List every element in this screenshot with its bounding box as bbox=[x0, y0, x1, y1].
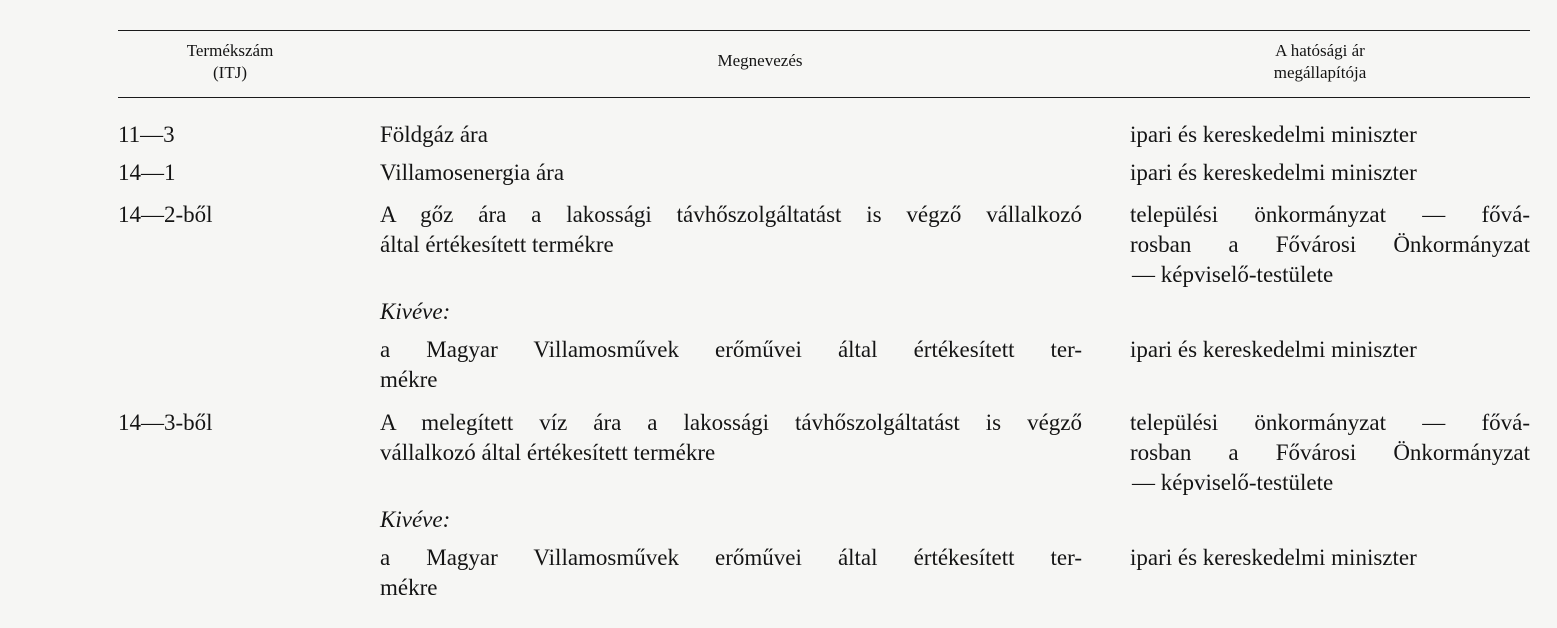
exception-label: Kivéve: bbox=[380, 507, 451, 532]
row-code: 14—3-ből bbox=[118, 410, 213, 435]
column-header-code bbox=[140, 40, 320, 84]
table-header-rule bbox=[118, 97, 1530, 98]
row-name bbox=[380, 408, 1082, 468]
row-name-line: vállalkozó által értékesített termékre bbox=[380, 440, 716, 465]
row-name bbox=[380, 200, 1082, 260]
row-name-line: A melegített víz ára a lakossági távhőszolgáltatást is végző bbox=[380, 410, 1082, 435]
row-authority-line: települési önkormányzat — fővá- bbox=[1130, 410, 1530, 435]
exception-label: Kivéve: bbox=[380, 299, 451, 324]
column-header-code-line2: (ITJ) bbox=[213, 63, 247, 82]
row-name: Villamosenergia ára bbox=[380, 160, 565, 185]
row-authority bbox=[1130, 200, 1530, 290]
exception-text-line: a Magyar Villamosművek erőművei által értékesített ter- bbox=[380, 337, 1082, 362]
row-authority-line: rosban a Fővárosi Önkormányzat bbox=[1130, 440, 1530, 465]
column-header-authority-line1: A hatósági ár bbox=[1275, 41, 1365, 60]
column-header-name-text: Megnevezés bbox=[717, 51, 803, 70]
exception-text-line: a Magyar Villamosművek erőművei által értékesített ter- bbox=[380, 545, 1082, 570]
row-authority: ipari és kereskedelmi miniszter bbox=[1130, 160, 1417, 185]
row-code: 14—1 bbox=[118, 160, 176, 185]
exception-authority: ipari és kereskedelmi miniszter bbox=[1130, 545, 1417, 570]
row-authority-line: települési önkormányzat — fővá- bbox=[1130, 202, 1530, 227]
row-authority-line: — képviselő-testülete bbox=[1132, 262, 1334, 287]
exception-text-line: mékre bbox=[380, 367, 438, 392]
row-authority-line: rosban a Fővárosi Önkormányzat bbox=[1130, 232, 1530, 257]
column-header-authority-line2: megállapítója bbox=[1273, 63, 1367, 82]
column-header-code-line1: Termékszám bbox=[186, 41, 274, 60]
row-name-line: A gőz ára a lakossági távhőszolgáltatást is végző vállalkozó bbox=[380, 202, 1082, 227]
row-authority: ipari és kereskedelmi miniszter bbox=[1130, 122, 1417, 147]
column-header-authority bbox=[1200, 40, 1440, 84]
column-header-name bbox=[560, 50, 960, 72]
exception-text bbox=[380, 543, 1082, 603]
row-code: 11—3 bbox=[118, 122, 175, 147]
row-authority bbox=[1130, 408, 1530, 498]
exception-authority: ipari és kereskedelmi miniszter bbox=[1130, 337, 1417, 362]
exception-text bbox=[380, 335, 1082, 395]
row-name: Földgáz ára bbox=[380, 122, 488, 147]
exception-text-line: mékre bbox=[380, 575, 438, 600]
row-authority-line: — képviselő-testülete bbox=[1132, 470, 1334, 495]
row-name-line: által értékesített termékre bbox=[380, 232, 614, 257]
table-top-rule bbox=[118, 30, 1530, 31]
row-code: 14—2-ből bbox=[118, 202, 213, 227]
